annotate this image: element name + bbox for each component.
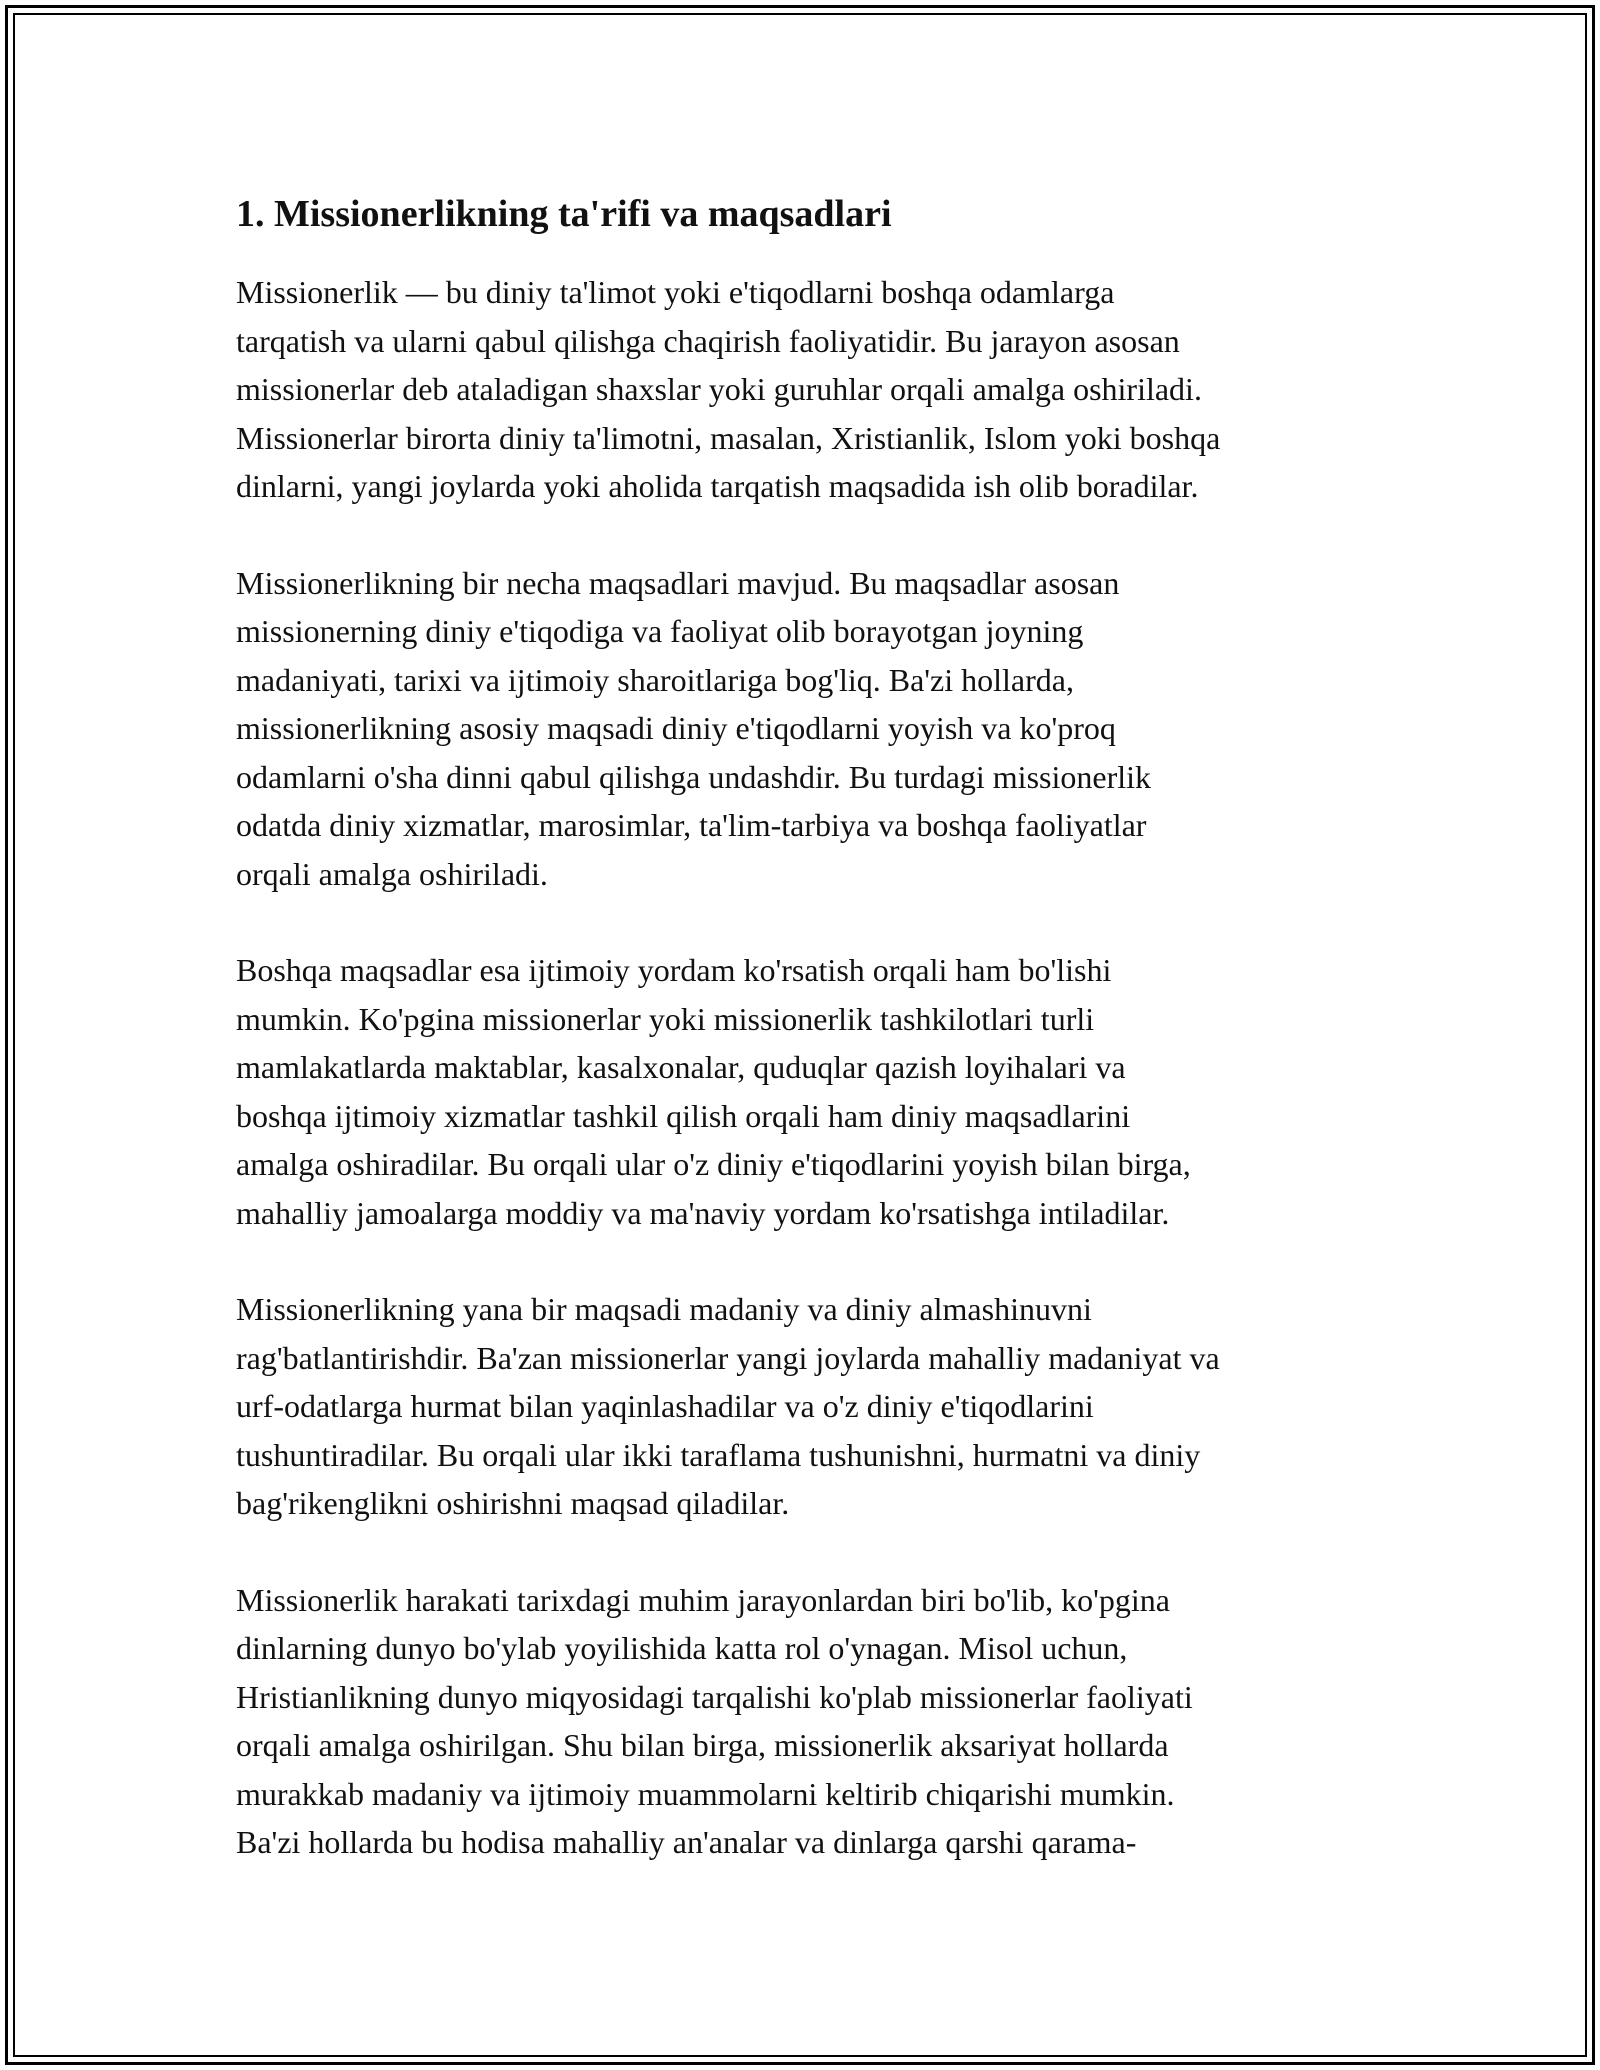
paragraph-3: [236, 946, 1376, 1237]
text-line: amalga oshiradilar. Bu orqali ular o'z diniy e'tiqodlarini yoyish bilan birga,: [236, 1146, 1191, 1182]
text-line: mamlakatlarda maktablar, kasalxonalar, quduqlar qazish loyihalari va: [236, 1049, 1126, 1085]
text-line: mahalliy jamoalarga moddiy va ma'naviy yordam ko'rsatishga intiladilar.: [236, 1194, 1170, 1231]
text-line: murakkab madaniy va ijtimoiy muammolarni keltirib chiqarishi mumkin.: [236, 1775, 1175, 1812]
text-line: Hristianlikning dunyo miqyosidagi tarqalishi ko'plab missionerlar faoliyati: [236, 1678, 1193, 1715]
text-line: madaniyati, tarixi va ijtimoiy sharoitlariga bog'liq. Ba'zi hollarda,: [236, 661, 1074, 698]
text-line: orqali amalga oshiriladi.: [236, 855, 548, 892]
text-line: Ba'zi hollarda bu hodisa mahalliy an'analar va dinlarga qarshi qarama-: [236, 1824, 1137, 1860]
text-line: rag'batlantirishdir. Ba'zan missionerlar yangi joylarda mahalliy madaniyat va: [236, 1339, 1220, 1376]
text-line: orqali amalga oshirilgan. Shu bilan birga, missionerlik aksariyat hollarda: [236, 1727, 1169, 1763]
text-line: missionerlikning asosiy maqsadi diniy e'tiqodlarni yoyish va ko'proq: [236, 710, 1116, 746]
paragraph-2: [236, 559, 1376, 899]
text-line: Boshqa maqsadlar esa ijtimoiy yordam ko'rsatish orqali ham bo'lishi: [236, 952, 1112, 988]
section-heading: 1. Missionerlikning ta'rifi va maqsadlari: [236, 193, 892, 235]
text-line: Missionerlikning yana bir maqsadi madaniy va diniy almashinuvni: [236, 1291, 1092, 1327]
paragraph-5: [236, 1576, 1376, 1867]
text-line: dinlarning dunyo bo'ylab yoyilishida katta rol o'ynagan. Misol uchun,: [236, 1630, 1128, 1666]
text-line: Missionerlik harakati tarixdagi muhim jarayonlardan biri bo'lib, ko'pgina: [236, 1581, 1170, 1618]
text-line: Missionerlikning bir necha maqsadlari mavjud. Bu maqsadlar asosan: [236, 564, 1120, 601]
text-line: tarqatish va ularni qabul qilishga chaqirish faoliyatidir. Bu jarayon asosan: [236, 322, 1180, 359]
text-line: missionerning diniy e'tiqodiga va faoliyat olib borayotgan joyning: [236, 613, 1084, 649]
text-line: urf-odatlarga hurmat bilan yaqinlashadilar va o'z diniy e'tiqodlarini: [236, 1388, 1094, 1424]
text-line: odamlarni o'sha dinni qabul qilishga undashdir. Bu turdagi missionerlik: [236, 758, 1151, 795]
text-line: tushuntiradilar. Bu orqali ular ikki taraflama tushunishni, hurmatni va diniy: [236, 1436, 1201, 1473]
text-line: bag'rikenglikni oshirishni maqsad qiladilar.: [236, 1485, 790, 1521]
text-line: boshqa ijtimoiy xizmatlar tashkil qilish orqali ham diniy maqsadlarini: [236, 1097, 1131, 1134]
text-line: dinlarni, yangi joylarda yoki aholida tarqatish maqsadida ish olib boradilar.: [236, 468, 1199, 504]
text-line: missionerlar deb ataladigan shaxslar yoki guruhlar orqali amalga oshiriladi.: [236, 371, 1202, 407]
text-line: Missionerlar birorta diniy ta'limotni, masalan, Xristianlik, Islom yoki boshqa: [236, 419, 1221, 456]
text-line: odatda diniy xizmatlar, marosimlar, ta'lim-tarbiya va boshqa faoliyatlar: [236, 807, 1147, 843]
document-body: [236, 186, 1376, 1915]
text-line: Missionerlik — bu diniy ta'limot yoki e'tiqodlarni boshqa odamlarga: [236, 274, 1115, 310]
paragraph-1: [236, 268, 1376, 511]
paragraph-4: [236, 1285, 1376, 1528]
text-line: mumkin. Ko'pgina missionerlar yoki missionerlik tashkilotlari turli: [236, 1000, 1095, 1037]
